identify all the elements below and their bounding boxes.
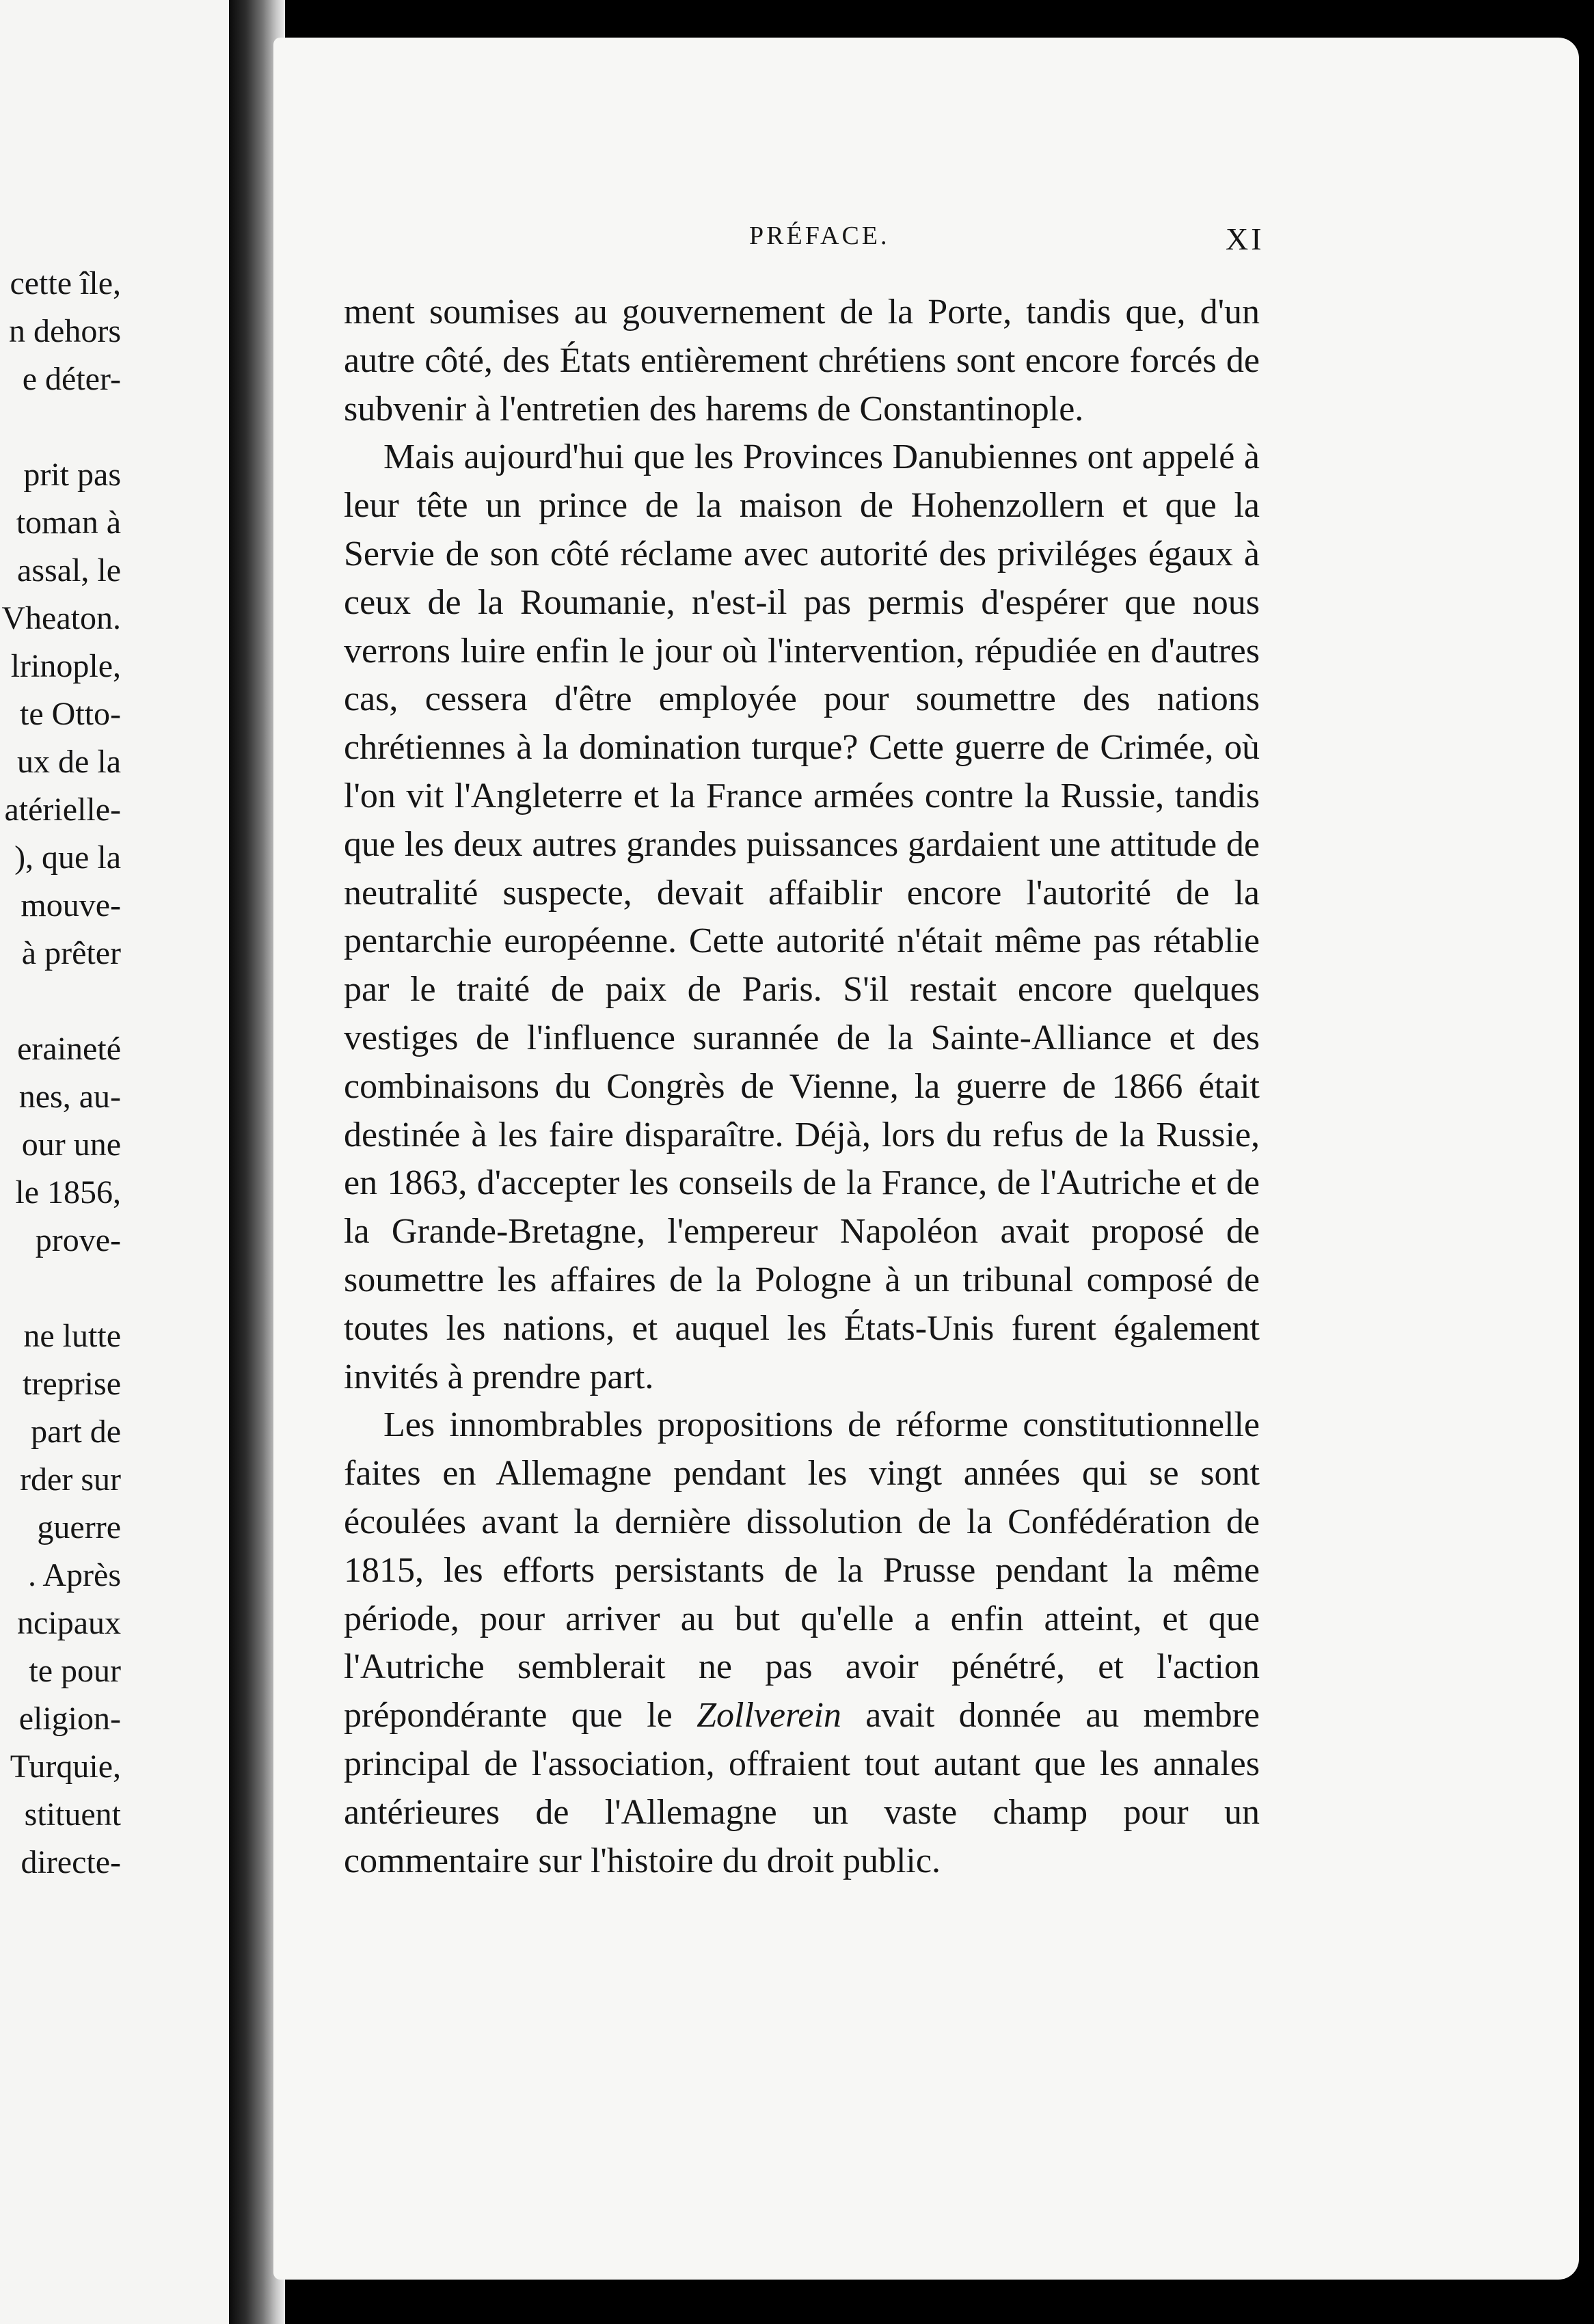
left-page-line: eligion-	[18, 1701, 121, 1737]
running-head	[273, 221, 1579, 269]
left-page-line: toman à	[16, 504, 121, 541]
page-number: XI	[1226, 221, 1265, 256]
paragraph-constitutional-reform: Les innombrables propositions de réforme constitutionnelle faites en Allemagne pendant les vingt années qui se sont écoulées avant la dernière dissolution de la Confédération de 1815, les efforts persistants de la Prusse pendant la même période, pour arriver au but qu'elle a enfin atteint, et que l'Autriche semblerait ne pas avoir pénétré, et l'action prépondérante que le Zollverein avait donnée au membre principal de l'association, offraient tout autant que les annales antérieures de l'Allemagne un vaste champ pour un commentaire sur l'histoire du droit public.	[344, 1405, 1260, 1880]
left-page-line: ne lutte	[23, 1318, 121, 1354]
left-page-line: rder sur	[20, 1461, 121, 1498]
right-page	[273, 38, 1579, 2280]
left-page-line: nes, au-	[18, 1079, 121, 1115]
body-text	[344, 288, 1260, 1885]
left-page-line: directe-	[21, 1844, 121, 1880]
left-page-line: our une	[21, 1126, 121, 1163]
left-page-line: te pour	[29, 1653, 121, 1689]
left-page-line: lrinople,	[10, 648, 121, 684]
left-page-line: eraineté	[17, 1031, 121, 1067]
paragraph-danubian-provinces: Mais aujourd'hui que les Provinces Danubiennes ont appelé à leur tête un prince de la maison de Hohenzollern et que la Servie de son côté réclame avec autorité des priviléges égaux à ceux de la Roumanie, n'est-il pas permis d'espérer que nous verrons luire enfin le jour où l'intervention, répudiée en d'autres cas, cessera d'être employée pour soumettre des nations chrétiennes à la domination turque? Cette guerre de Crimée, où l'on vit l'Angleterre et la France armées contre la Russie, tandis que les deux autres grandes puissances gardaient une attitude de neutralité suspecte, devait affaiblir encore l'autorité de la pentarchie européenne. Cette autorité n'était même pas rétablie par le traité de paix de Paris. S'il restait encore quelques vestiges de l'influence surannée de la Sainte-Alliance et des combinaisons du Congrès de Vienne, la guerre de 1866 était destinée à les faire disparaître. Déjà, lors du refus de la Russie, en 1863, d'accepter les conseils de la France, de l'Autriche et de la Grande-Bretagne, l'empereur Napoléon avait proposé de soumettre les affaires de la Pologne à un tribunal composé de toutes les nations, et auquel les États-Unis furent également invités à prendre part.	[344, 437, 1260, 1396]
paragraph-continuation: ment soumises au gouvernement de la Porte, tandis que, d'un autre côté, des États entièrement chrétiens sont encore forcés de subvenir à l'entretien des harems de Constantinople.	[344, 293, 1260, 429]
left-page-line: treprise	[23, 1366, 121, 1402]
left-page-line: . Après	[28, 1557, 121, 1593]
left-page-line: mouve-	[21, 887, 121, 923]
left-page-line: prove-	[35, 1222, 121, 1258]
left-page-line: ncipaux	[17, 1605, 121, 1641]
left-page-line: assal, le	[17, 552, 121, 589]
left-page-line: atérielle-	[4, 792, 121, 828]
left-page-line: te Otto-	[20, 696, 121, 732]
left-page-line: prit pas	[23, 457, 121, 493]
left-page-line: guerre	[37, 1509, 121, 1545]
left-page-line: ), que la	[14, 839, 121, 876]
left-page-line: e déter-	[22, 361, 121, 397]
left-page-line: ux de la	[17, 744, 121, 780]
left-page-line: stituent	[24, 1796, 121, 1833]
left-page-line: n dehors	[9, 313, 121, 349]
page-header-title: PRÉFACE.	[749, 221, 890, 250]
left-page-line: part de	[31, 1414, 121, 1450]
italic-term: Zollverein	[697, 1696, 841, 1735]
left-page-line: Vheaton.	[1, 600, 121, 636]
left-page-line: à prêter	[21, 935, 121, 971]
left-page-line: Turquie,	[10, 1748, 121, 1785]
left-page-line: le 1856,	[15, 1174, 121, 1211]
left-page-line: cette île,	[10, 265, 121, 301]
left-facing-page	[0, 0, 229, 2324]
